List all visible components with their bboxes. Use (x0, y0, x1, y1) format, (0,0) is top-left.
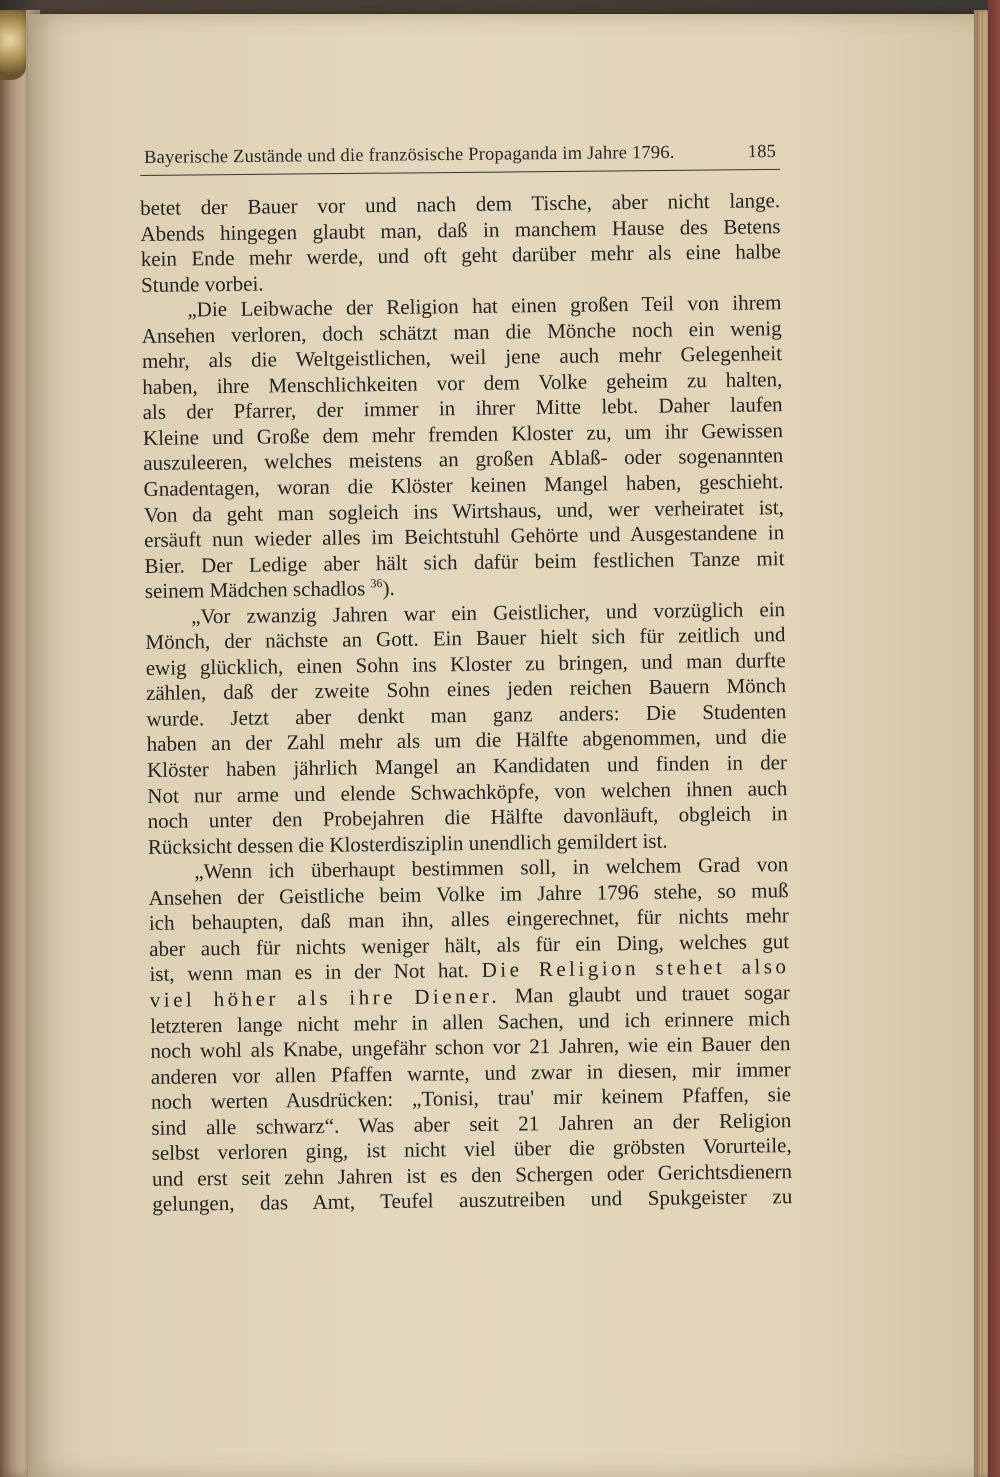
book-cover-edge (988, 0, 1000, 1477)
text-line: Mönch, der nächste an Gott. Ein Bauer hielt sich für zeitlich und (145, 622, 786, 655)
text-line: und erst seit zehn Jahren ist es den Schergen oder Gerichtsdienern (151, 1158, 793, 1191)
text-line: Stunde vorbei. (140, 271, 264, 297)
text-line: letzteren lange nicht mehr in allen Sachen, und ich erinnere mich (149, 1005, 791, 1038)
text-line: „Vor zwanzig Jahren war ein Geistlicher, und vorzüglich ein (190, 596, 786, 629)
text-fragment: seinem Mädchen schadlos (144, 576, 366, 604)
text-line: sind alle schwarz“. Was aber seit 21 Jahren an der Religion (151, 1107, 792, 1140)
binding-ring (0, 10, 26, 80)
text-line: Bier. Der Ledige aber hält sich dafür beim festlichen Tanze mit (144, 545, 785, 578)
text-line: als der Pfarrer, der immer in ihrer Mitte lebt. Daher laufen (142, 392, 783, 425)
emphasized-text: viel höher als ihre Diener. (149, 983, 501, 1012)
text-line: noch werten Ausdrücken: „Tonisi, trau' mir keinem Pfaffen, sie (150, 1082, 792, 1115)
text-line: ersäuft nun wieder alles im Beichtstuhl Gehörte und Ausgestandene in (144, 520, 785, 553)
text-line: selbst verloren ging, ist nicht viel über die gröbsten Vorurteile, (151, 1133, 792, 1166)
text-line: mehr, als die Weltgeistlichen, weil jene auch mehr Gelegenheit (141, 341, 783, 374)
text-line: „Wenn ich überhaupt bestimmen soll, in welchem Grad von (194, 852, 789, 884)
text-line: noch unter den Probejahren die Hälfte davonläuft, obgleich in (147, 801, 788, 834)
text-line: haben, ihre Menschlichkeiten vor dem Volke geheim zu halten, (142, 366, 783, 399)
footnote-marker: 36 (370, 576, 383, 591)
emphasized-text: Die Religion stehet also (481, 954, 790, 983)
text-line: haben an der Zahl mehr als um die Hälfte abgenommen, und die (146, 724, 787, 757)
text-line: gelungen, das Amt, Teufel auszutreiben und Spukgeister zu (152, 1184, 793, 1217)
text-line: Gnadentagen, woran die Klöster keinen Mangel haben, geschieht. (143, 469, 784, 501)
text-line: auszuleeren, welches meistens an großen Ablaß- oder sogenannten (143, 443, 784, 476)
body-text (140, 188, 792, 1218)
text-line: kein Ende mehr werde, und oft geht darüber mehr als eine halbe (140, 239, 781, 272)
text-line: ich behaupten, daß man ihn, alles eingerechnet, für nichts mehr (148, 903, 789, 936)
page-number: 185 (747, 141, 777, 163)
text-line: Klöster haben jährlich Mangel an Kandidaten und finden in der (146, 750, 788, 782)
running-title: Bayerische Zustände und die französische Propaganda im Jahre 1796. (143, 142, 675, 168)
text-line: Ansehen verloren, doch schätzt man die Mönche noch ein wenig (141, 315, 782, 348)
text-line: Rücksicht dessen die Klosterdisziplin unendlich gemildert ist. (147, 828, 668, 859)
text-line: betet der Bauer vor und nach dem Tische, aber nicht lange. (140, 188, 781, 220)
text-fragment: ist, wenn man es in der Not hat. (149, 958, 469, 987)
text-line: Ansehen der Geistliche beim Volke im Jahre 1796 stehe, so muß (148, 877, 789, 910)
text-line: noch wohl als Knabe, ungefähr schon vor 21 Jahren, wie ein Bauer den (150, 1031, 791, 1063)
text-line: Not nur arme und elende Schwachköpfe, von welchen ihnen auch (147, 775, 788, 808)
text-line: ewig glücklich, einen Sohn ins Kloster zu bringen, und man durfte (145, 647, 786, 680)
text-line: anderen vor allen Pfaffen warnte, und zwar in diesen, mir immer (150, 1056, 791, 1089)
text-line: aber auch für nichts weniger hält, als für ein Ding, welches gut (149, 928, 790, 961)
text-line: Von da geht man sogleich ins Wirtshaus, und, wer verheiratet ist, (143, 494, 784, 527)
text-line: „Die Leibwache der Religion hat einen großen Teil von ihrem (187, 290, 782, 322)
text-line: wurde. Jetzt aber denkt man ganz anders: Die Studenten (146, 699, 787, 731)
text-line: zählen, daß der zweite Sohn eines jeden reichen Bauern Mönch (145, 673, 787, 706)
text-fragment: Man glaubt und trauet sogar (514, 980, 790, 1008)
text-line: Abends hingegen glaubt man, daß in manchem Hause des Betens (140, 213, 781, 246)
text-line: Kleine und Große dem mehr fremden Kloster zu, um ihr Gewissen (142, 418, 784, 450)
text-fragment: ). (382, 576, 395, 601)
